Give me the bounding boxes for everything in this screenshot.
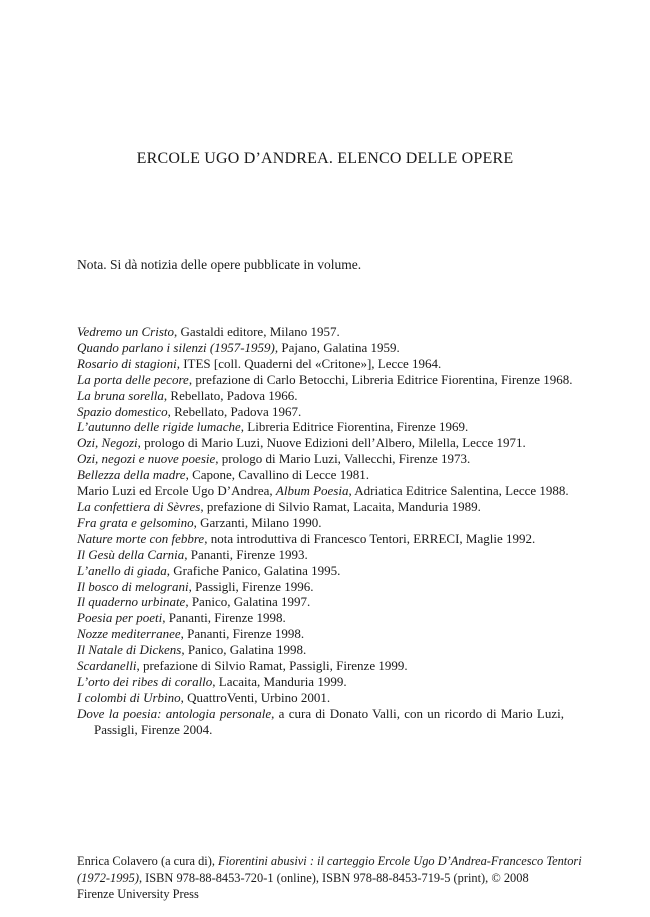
work-details: , Rebellato, Padova 1966.	[163, 387, 298, 403]
work-details: , prologo di Mario Luzi, Nuove Edizioni dell’Albero, Milella, Lecce 1971.	[137, 435, 526, 451]
work-details: , prologo di Mario Luzi, Vallecchi, Firenze 1973.	[215, 451, 471, 467]
work-details: , Lacaita, Manduria 1999.	[212, 673, 347, 689]
work-details: , Pajano, Galatina 1959.	[274, 339, 400, 355]
page-title: ERCOLE UGO D’ANDREA. ELENCO DELLE OPERE	[136, 150, 514, 167]
list-item	[77, 579, 564, 595]
list-item	[77, 499, 564, 515]
footer-book-title: Fiorentini abusivi : il carteggio Ercole Ugo D’Andrea-Francesco Tentori	[218, 854, 582, 868]
work-title: Rosario di stagioni	[77, 355, 177, 371]
list-item	[77, 340, 564, 356]
work-details: , prefazione di Silvio Ramat, Passigli, Firenze 1999.	[136, 658, 408, 674]
list-item	[77, 451, 564, 467]
list-item	[77, 658, 564, 674]
work-details: , Pananti, Firenze 1998.	[180, 626, 305, 642]
work-details: , prefazione di Silvio Ramat, Lacaita, Manduria 1989.	[200, 498, 481, 514]
work-details: , prefazione di Carlo Betocchi, Libreria Editrice Fiorentina, Firenze 1968.	[188, 371, 573, 387]
list-item	[77, 324, 564, 340]
list-item	[77, 356, 564, 372]
list-item	[77, 371, 573, 388]
work-title: I colombi di Urbino	[77, 689, 181, 705]
work-title: L’orto dei ribes di corallo	[77, 673, 213, 689]
work-title: Il bosco di melograni	[77, 578, 189, 594]
work-details: , Grafiche Panico, Galatina 1995.	[166, 562, 341, 578]
list-item	[77, 674, 564, 690]
footer-isbn: , ISBN 978-88-8453-720-1 (online), ISBN 978-88-8453-719-5 (print), © 2008	[138, 870, 529, 885]
list-item	[77, 642, 564, 658]
work-details: , ITES [coll. Quaderni del «Critone»], Lecce 1964.	[176, 355, 442, 371]
work-details: , Pananti, Firenze 1998.	[162, 610, 286, 626]
list-item	[77, 531, 564, 547]
work-details: , Libreria Editrice Fiorentina, Firenze 1969.	[240, 419, 469, 435]
list-item	[77, 467, 564, 483]
note-text: Nota. Si dà notizia delle opere pubblicate in volume.	[77, 257, 362, 272]
work-details: , Capone, Cavallino di Lecce 1981.	[185, 467, 369, 483]
list-item	[77, 483, 569, 499]
work-title: Quando parlano i silenzi (1957-1959)	[77, 339, 275, 355]
work-title: Bellezza della madre	[77, 467, 186, 483]
list-item	[77, 706, 564, 738]
footer-publisher: Firenze University Press	[77, 887, 199, 901]
work-details: , QuattroVenti, Urbino 2001.	[180, 689, 331, 705]
list-item	[77, 626, 564, 642]
work-title: Il Natale di Dickens	[77, 642, 182, 658]
footer-line-1	[77, 853, 582, 870]
work-title: La bruna sorella	[77, 387, 164, 403]
work-title: La porta delle pecore	[77, 371, 189, 387]
work-title: Fra grata e gelsomino	[77, 514, 194, 530]
work-title: Ozi, negozi e nuove poesie	[77, 451, 216, 467]
work-title: Spazio domestico	[77, 403, 168, 419]
list-item	[77, 547, 564, 563]
list-item	[77, 419, 564, 435]
list-item	[77, 594, 564, 610]
work-details: , Gastaldi editore, Milano 1957.	[174, 324, 340, 339]
list-item	[77, 515, 564, 531]
work-title: Album Poesia	[275, 483, 349, 499]
work-title: Vedremo un Cristo	[77, 324, 175, 339]
list-item	[77, 435, 564, 451]
work-title: Il quaderno urbinate	[77, 594, 186, 610]
work-details: , a cura di Donato Valli, con un ricordo di Mario Luzi, Passigli, Firenze 2004.	[94, 705, 564, 737]
footer-editor: Enrica Colavero (a cura di),	[77, 854, 219, 868]
list-item	[77, 690, 564, 706]
footer-line-2	[77, 870, 564, 887]
work-details: , Pananti, Firenze 1993.	[184, 546, 308, 562]
work-details: , Panico, Galatina 1998.	[181, 642, 307, 658]
work-details: , Rebellato, Padova 1967.	[167, 403, 302, 419]
list-item	[77, 404, 564, 420]
work-title: Nozze mediterranee	[77, 626, 181, 642]
works-list	[77, 324, 573, 738]
work-title: L’anello di giada	[77, 562, 167, 578]
citation-footer	[77, 853, 582, 903]
work-author: Mario Luzi ed Ercole Ugo D’Andrea,	[77, 483, 276, 499]
work-title: Ozi, Negozi	[77, 435, 138, 451]
work-title: Poesia per poeti	[77, 610, 163, 626]
work-title: Il Gesù della Carnia	[77, 546, 185, 562]
list-item	[77, 610, 564, 626]
work-title: Dove la poesia: antologia personale	[77, 705, 272, 721]
work-details: , Passigli, Firenze 1996.	[188, 578, 314, 594]
work-details: , Garzanti, Milano 1990.	[193, 514, 322, 530]
list-item	[77, 563, 564, 579]
work-details: , nota introduttiva di Francesco Tentori, ERRECI, Maglie 1992.	[204, 530, 536, 546]
work-title: Scardanelli	[77, 658, 137, 674]
work-details: , Panico, Galatina 1997.	[185, 594, 311, 610]
work-title: Nature morte con febbre	[77, 530, 205, 546]
work-details: , Adriatica Editrice Salentina, Lecce 1988.	[348, 483, 569, 499]
footer-book-years: (1972-1995)	[77, 870, 139, 885]
work-title: L’autunno delle rigide lumache	[77, 419, 241, 435]
work-title: La confettiera di Sèvres	[77, 498, 201, 514]
list-item	[77, 388, 564, 404]
